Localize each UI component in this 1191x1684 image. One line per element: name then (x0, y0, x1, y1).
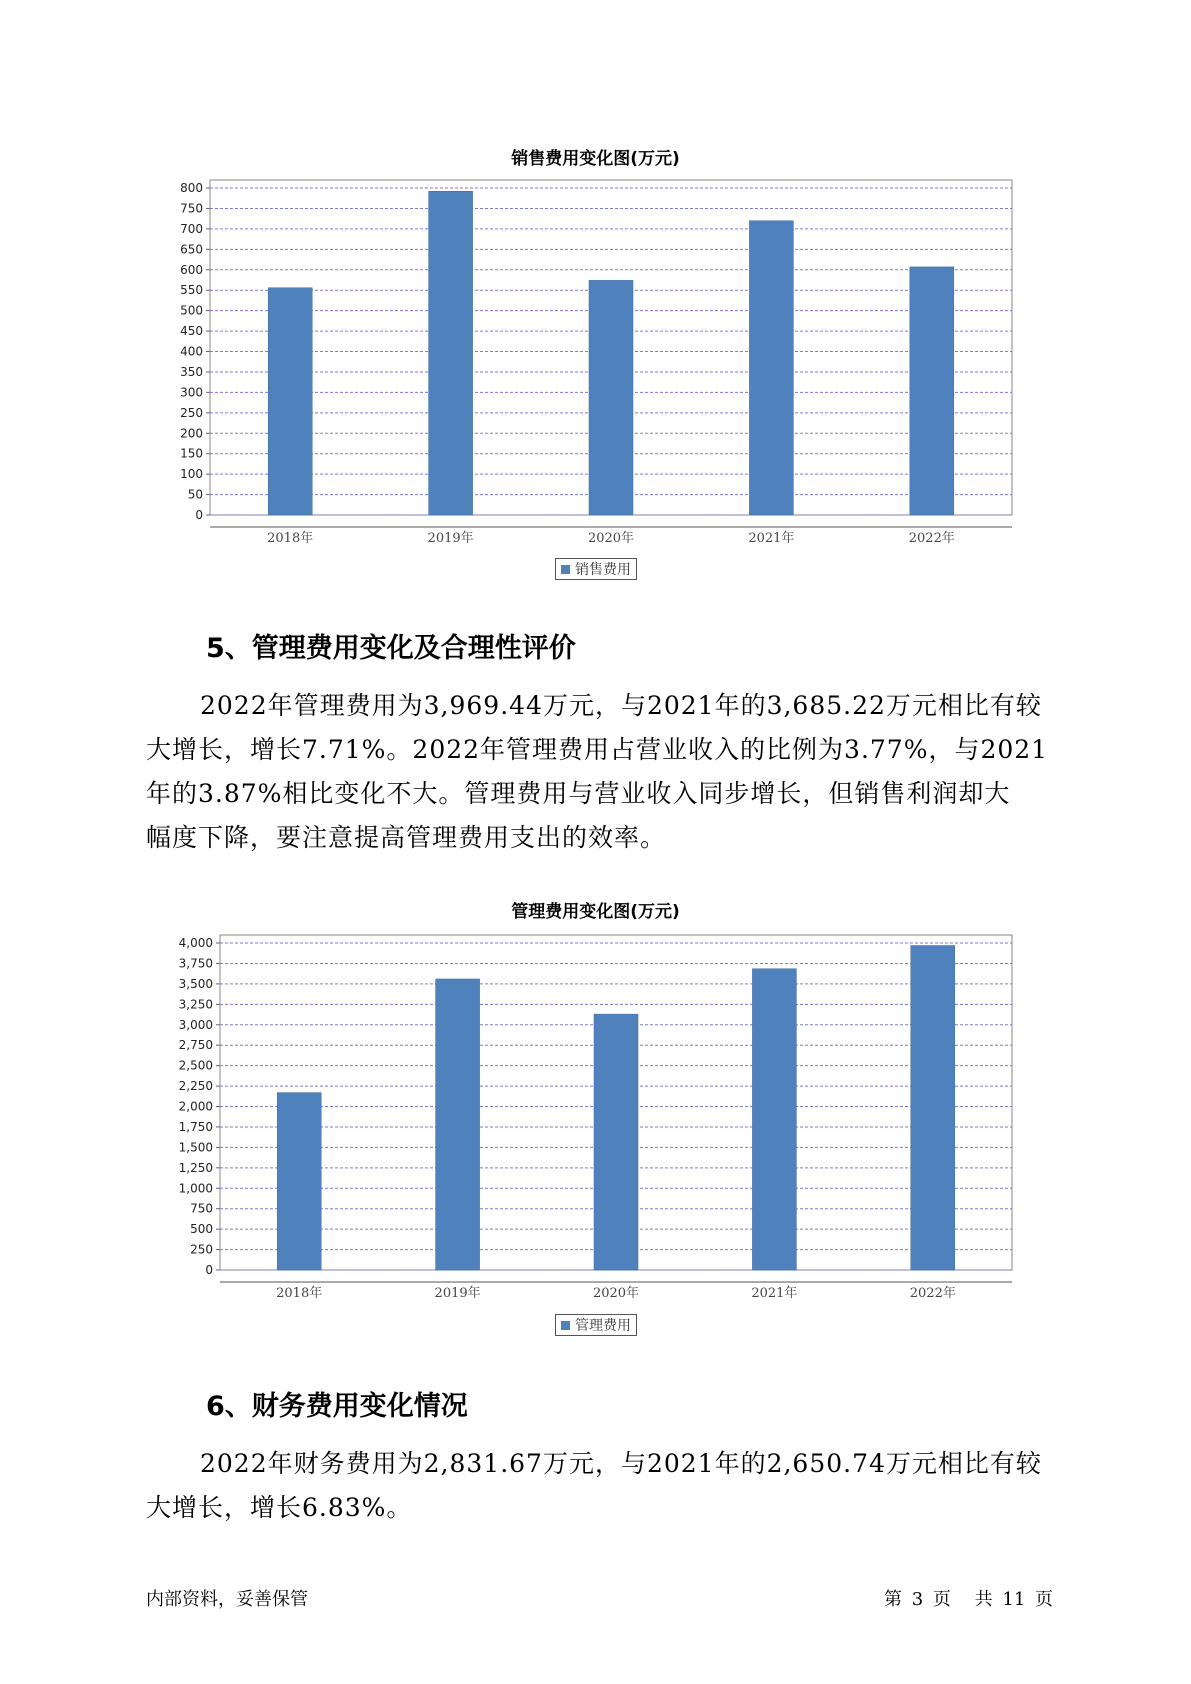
page-unit: 页 (932, 1589, 951, 1610)
x-category-label: 2021年 (748, 531, 795, 546)
bar (911, 945, 955, 1270)
paragraph-line: 年的3.87%相比变化不大。管理费用与营业收入同步增长，但销售利润却大 (146, 779, 1011, 808)
x-category-label: 2019年 (434, 1286, 481, 1301)
footer-confidential-note: 内部资料，妥善保管 (146, 1589, 308, 1610)
y-tick-label: 550 (180, 283, 203, 298)
legend-swatch-icon (561, 1321, 570, 1330)
y-tick-label: 250 (180, 405, 203, 420)
y-tick-label: 600 (180, 262, 203, 277)
paragraph-line: 2022年管理费用为3,969.44万元，与2021年的3,685.22万元相比有较 (200, 691, 1042, 720)
paragraph-line: 幅度下降，要注意提高管理费用支出的效率。 (146, 823, 667, 852)
y-tick-label: 1,000 (178, 1181, 213, 1196)
bar (749, 221, 793, 515)
y-tick-label: 150 (180, 446, 203, 461)
bar (277, 1093, 321, 1270)
y-tick-label: 0 (205, 1263, 213, 1277)
paragraph-line: 大增长，增长7.71%。2022年管理费用占营业收入的比例为3.77%，与2021 (146, 735, 1049, 764)
bar (594, 1014, 638, 1270)
bar (429, 191, 473, 515)
y-tick-label: 650 (180, 242, 203, 257)
page-total: 11 (1002, 1589, 1026, 1610)
y-tick-label: 2,250 (178, 1079, 213, 1094)
bar (436, 979, 480, 1270)
x-category-label: 2022年 (908, 531, 955, 546)
y-tick-label: 200 (180, 426, 203, 441)
y-tick-label: 500 (190, 1222, 213, 1237)
y-tick-label: 400 (180, 344, 203, 359)
page-prefix: 第 (884, 1589, 902, 1610)
y-tick-label: 100 (180, 467, 203, 482)
y-tick-label: 3,500 (178, 976, 213, 991)
legend-swatch-icon (561, 565, 570, 574)
section6-paragraph (146, 1442, 1050, 1530)
y-tick-label: 4,000 (178, 936, 213, 950)
section5-paragraph (146, 684, 1050, 860)
y-tick-label: 700 (180, 221, 203, 236)
bar (268, 288, 312, 515)
x-category-label: 2021年 (751, 1286, 798, 1301)
chart-title-sales: 销售费用变化图(万元) (511, 149, 680, 169)
total-unit: 页 (1035, 1589, 1054, 1610)
legend-sales (555, 558, 637, 580)
chart-title-admin: 管理费用变化图(万元) (511, 902, 680, 922)
y-tick-label: 0 (195, 508, 203, 522)
bar (910, 267, 954, 515)
x-category-label: 2022年 (909, 1286, 956, 1301)
y-tick-label: 450 (180, 324, 203, 339)
x-category-label: 2018年 (267, 531, 314, 546)
x-category-label: 2018年 (276, 1286, 323, 1301)
paragraph-line: 大增长，增长6.83%。 (146, 1493, 413, 1522)
bar (589, 280, 633, 515)
y-tick-label: 3,750 (178, 956, 213, 971)
y-tick-label: 1,500 (178, 1140, 213, 1155)
y-tick-label: 750 (180, 201, 203, 216)
y-tick-label: 300 (180, 385, 203, 400)
paragraph-line: 2022年财务费用为2,831.67万元，与2021年的2,650.74万元相比有较 (200, 1449, 1042, 1478)
legend-label-sales: 销售费用 (575, 562, 631, 578)
total-prefix: 共 (974, 1589, 993, 1610)
y-tick-label: 800 (180, 181, 203, 195)
legend-label-admin: 管理费用 (575, 1318, 631, 1334)
y-tick-label: 2,500 (178, 1058, 213, 1073)
bar (752, 969, 796, 1270)
y-tick-label: 2,750 (178, 1038, 213, 1053)
footer-page-number (884, 1585, 1057, 1611)
legend-admin (555, 1314, 637, 1336)
y-tick-label: 500 (180, 303, 203, 318)
admin-expense-chart (0, 925, 1191, 1301)
y-tick-label: 50 (187, 487, 203, 502)
section5-heading: 5、管理费用变化及合理性评价 (206, 633, 576, 664)
x-category-label: 2020年 (587, 531, 635, 546)
x-category-label: 2019年 (427, 531, 474, 546)
y-tick-label: 1,250 (178, 1160, 213, 1175)
y-tick-label: 250 (190, 1242, 213, 1257)
sales-expense-chart (0, 170, 1191, 546)
section6-heading: 6、财务费用变化情况 (206, 1391, 468, 1422)
x-category-label: 2020年 (592, 1286, 640, 1301)
y-tick-label: 1,750 (178, 1119, 213, 1134)
y-tick-label: 350 (180, 364, 203, 379)
y-tick-label: 3,000 (178, 1017, 213, 1032)
y-tick-label: 3,250 (178, 997, 213, 1012)
y-tick-label: 750 (190, 1201, 213, 1216)
y-tick-label: 2,000 (178, 1099, 213, 1114)
page-current: 3 (911, 1589, 924, 1610)
